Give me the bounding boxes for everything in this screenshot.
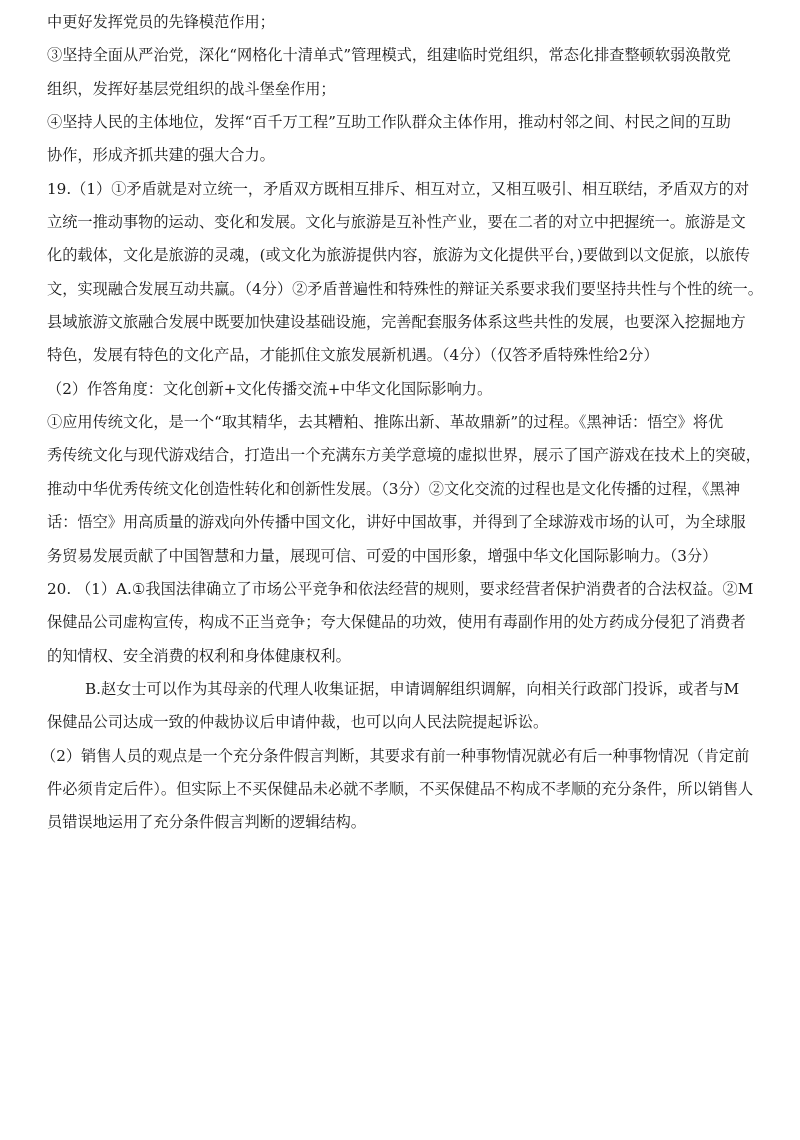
question-20-line-1: 20. （1）A.①我国法律确立了市场公平竞争和依法经营的规则，要求经营者保护消费者的合法权益。②M xyxy=(47,579,754,598)
text-line-2: ③坚持全面从严治党，深化“网格化十清单式”管理模式，组建临时党组织，常态化排查整顿软弱涣散党 xyxy=(47,46,731,65)
text-line-5: 协作，形成齐抓共建的强大合力。 xyxy=(47,146,275,165)
answer-document xyxy=(41,6,763,840)
question-19-part-2-line-2: 秀传统文化与现代游戏结合，打造出一个充满东方美学意境的虚拟世界，展示了国产游戏在技术上的突破， xyxy=(47,446,761,465)
question-19-line-1: 19.（1）①矛盾就是对立统一，矛盾双方既相互排斥、相互对立，又相互吸引、相互联结，矛盾双方的对 xyxy=(47,179,750,198)
question-20-part-2-line-2: 件必须肯定后件）。但实际上不买保健品未必就不孝顺，不买保健品不构成不孝顺的充分条件，所以销售人 xyxy=(47,779,754,798)
question-19-line-5: 县域旅游文旅融合发展中既要加快建设基础设施，完善配套服务体系这些共性的发展，也要深入挖掘地方 xyxy=(47,313,746,332)
text-line-4: ④坚持人民的主体地位，发挥“百千万工程”互助工作队群众主体作用，推动村邻之间、村民之间的互助 xyxy=(47,113,731,132)
question-19-line-2: 立统一推动事物的运动、变化和发展。文化与旅游是互补性产业，要在二者的对立中把握统一。旅游是文 xyxy=(47,213,746,232)
question-20-part-2-line-3: 员错误地运用了充分条件假言判断的逻辑结构。 xyxy=(47,813,366,832)
question-20-part-2-line-1: （2）销售人员的观点是一个充分条件假言判断，其要求有前一种事物情况就必有后一种事物情况（肯定前 xyxy=(41,746,750,765)
question-19-part-2-line-5: 务贸易发展贡献了中国智慧和力量，展现可信、可爱的中国形象，增强中华文化国际影响力。（3分） xyxy=(47,546,718,565)
question-19-part-2-line-3: 推动中华优秀传统文化创造性转化和创新性发展。（3分）②文化交流的过程也是文化传播的过程，《黑神 xyxy=(47,479,741,498)
question-19-line-4: 文，实现融合发展互动共赢。（4分）②矛盾普遍性和特殊性的辩证关系要求我们要坚持共性与个性的统一。 xyxy=(47,279,763,298)
text-line-3: 组织，发挥好基层党组织的战斗堡垒作用； xyxy=(47,79,336,98)
question-20-b-line-2: 保健品公司达成一致的仲裁协议后申请仲裁，也可以向人民法院提起诉讼。 xyxy=(47,713,549,732)
question-20-line-2: 保健品公司虚构宣传，构成不正当竞争；夸大保健品的功效，使用有毒副作用的处方药成分侵犯了消费者 xyxy=(47,613,746,632)
question-20-b-line-1: B.赵女士可以作为其母亲的代理人收集证据，申请调解组织调解，向相关行政部门投诉，或者与M xyxy=(85,679,740,698)
question-19-line-6: 特色，发展有特色的文化产品，才能抓住文旅发展新机遇。（4分）（仅答矛盾特殊性给2分） xyxy=(47,346,659,365)
text-line-1: 中更好发挥党员的先锋模范作用； xyxy=(47,13,275,31)
question-19-part-2-heading: （2）作答角度：文化创新+文化传播交流+中华文化国际影响力。 xyxy=(47,379,493,398)
question-19-part-2-line-1: ①应用传统文化，是一个“取其精华，去其糟粕、推陈出新、革故鼎新”的过程。《黑神话：悟空》将优 xyxy=(47,413,724,432)
question-20-line-3: 的知情权、安全消费的权利和身体健康权利。 xyxy=(47,646,351,665)
question-19-part-2-line-4: 话：悟空》用高质量的游戏向外传播中国文化，讲好中国故事，并得到了全球游戏市场的认可，为全球服 xyxy=(47,513,746,532)
question-19-line-3: 化的载体，文化是旅游的灵魂，(或文化为旅游提供内容，旅游为文化提供平台，)要做到以文促旅，以旅传 xyxy=(47,246,750,265)
